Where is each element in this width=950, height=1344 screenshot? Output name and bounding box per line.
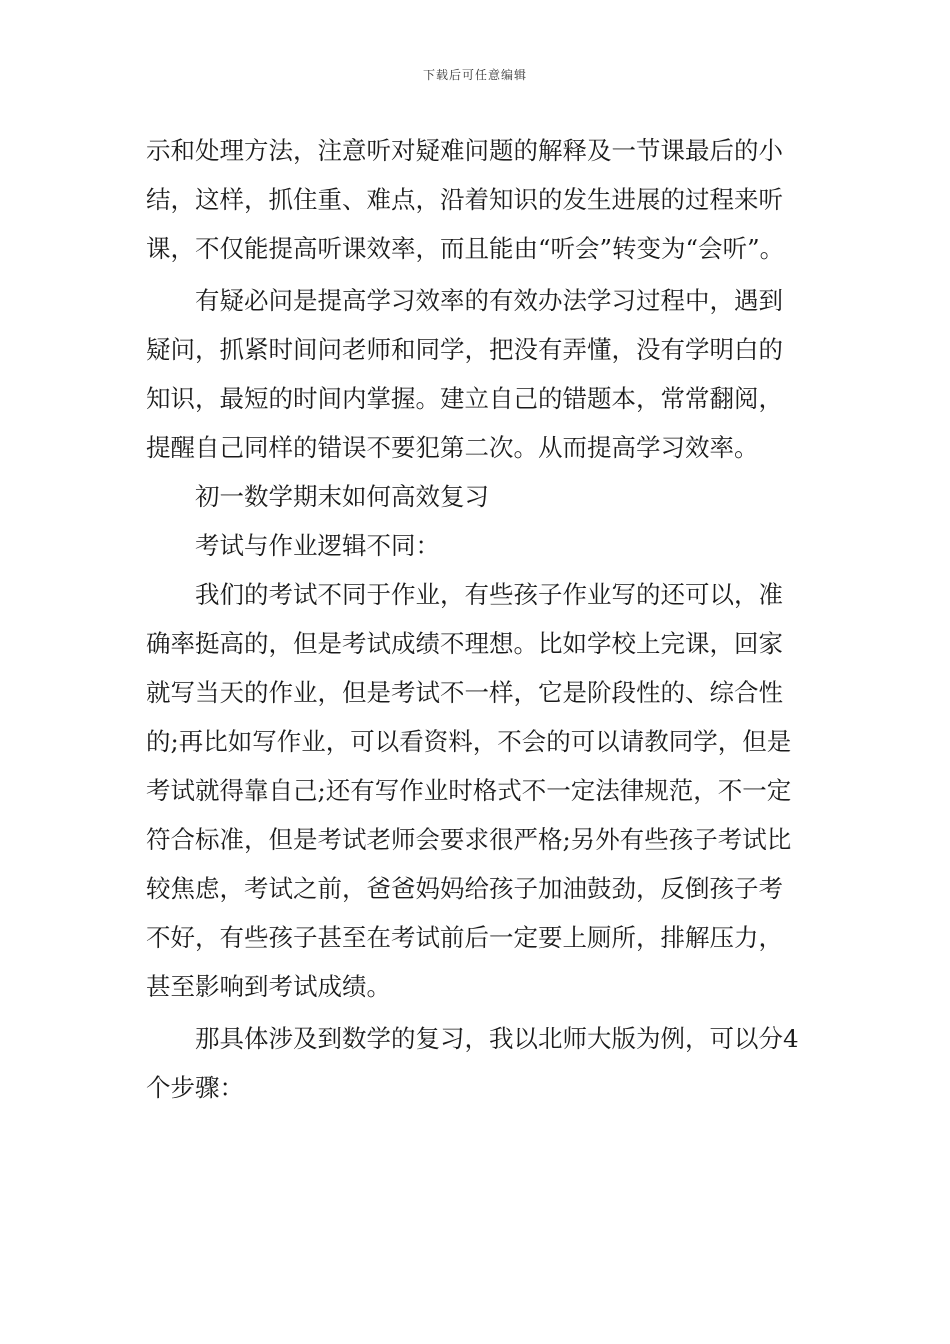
paragraph-ask-questions: 有疑必问是提高学习效率的有效办法学习过程中，遇到疑问，抓紧时间问老师和同学，把没有弄懂，没有学明白的知识，最短的时间内掌握。建立自己的错题本，常常翻阅，提醒自己同样的错误不要犯第二次。从而提高学习效率。 (146, 286, 783, 462)
paragraph-listening-method: 示和处理方法，注意听对疑难问题的解释及一节课最后的小结，这样，抓住重、难点，沿着知识的发生进展的过程来听课，不仅能提高听课效率，而且能由“听会”转变为“会听”。 (146, 136, 785, 263)
section-heading-review: 初一数学期末如何高效复习 (195, 482, 489, 511)
subheading-exam-vs-homework: 考试与作业逻辑不同： (195, 531, 440, 560)
page-header: 下载后可任意编辑 (422, 68, 527, 82)
document-body (146, 126, 806, 1112)
paragraph-exam-differences: 我们的考试不同于作业，有些孩子作业写的还可以，准确率挺高的，但是考试成绩不理想。比如学校上完课，回家就写当天的作业，但是考试不一样，它是阶段性的、综合性的;再比如写作业，可以看资料，不会的可以请教同学，但是考试就得靠自己;还有写作业时格式不一定法律规范，不一定符合标准，但是考试老师会要求很严格;另外有些孩子考试比较焦虑，考试之前，爸爸妈妈给孩子加油鼓劲，反倒孩子考不好，有些孩子甚至在考试前后一定要上厕所，排解压力，甚至影响到考试成绩。 (146, 580, 792, 1001)
paragraph-review-steps: 那具体涉及到数学的复习，我以北师大版为例，可以分4个步骤： (146, 1024, 799, 1102)
